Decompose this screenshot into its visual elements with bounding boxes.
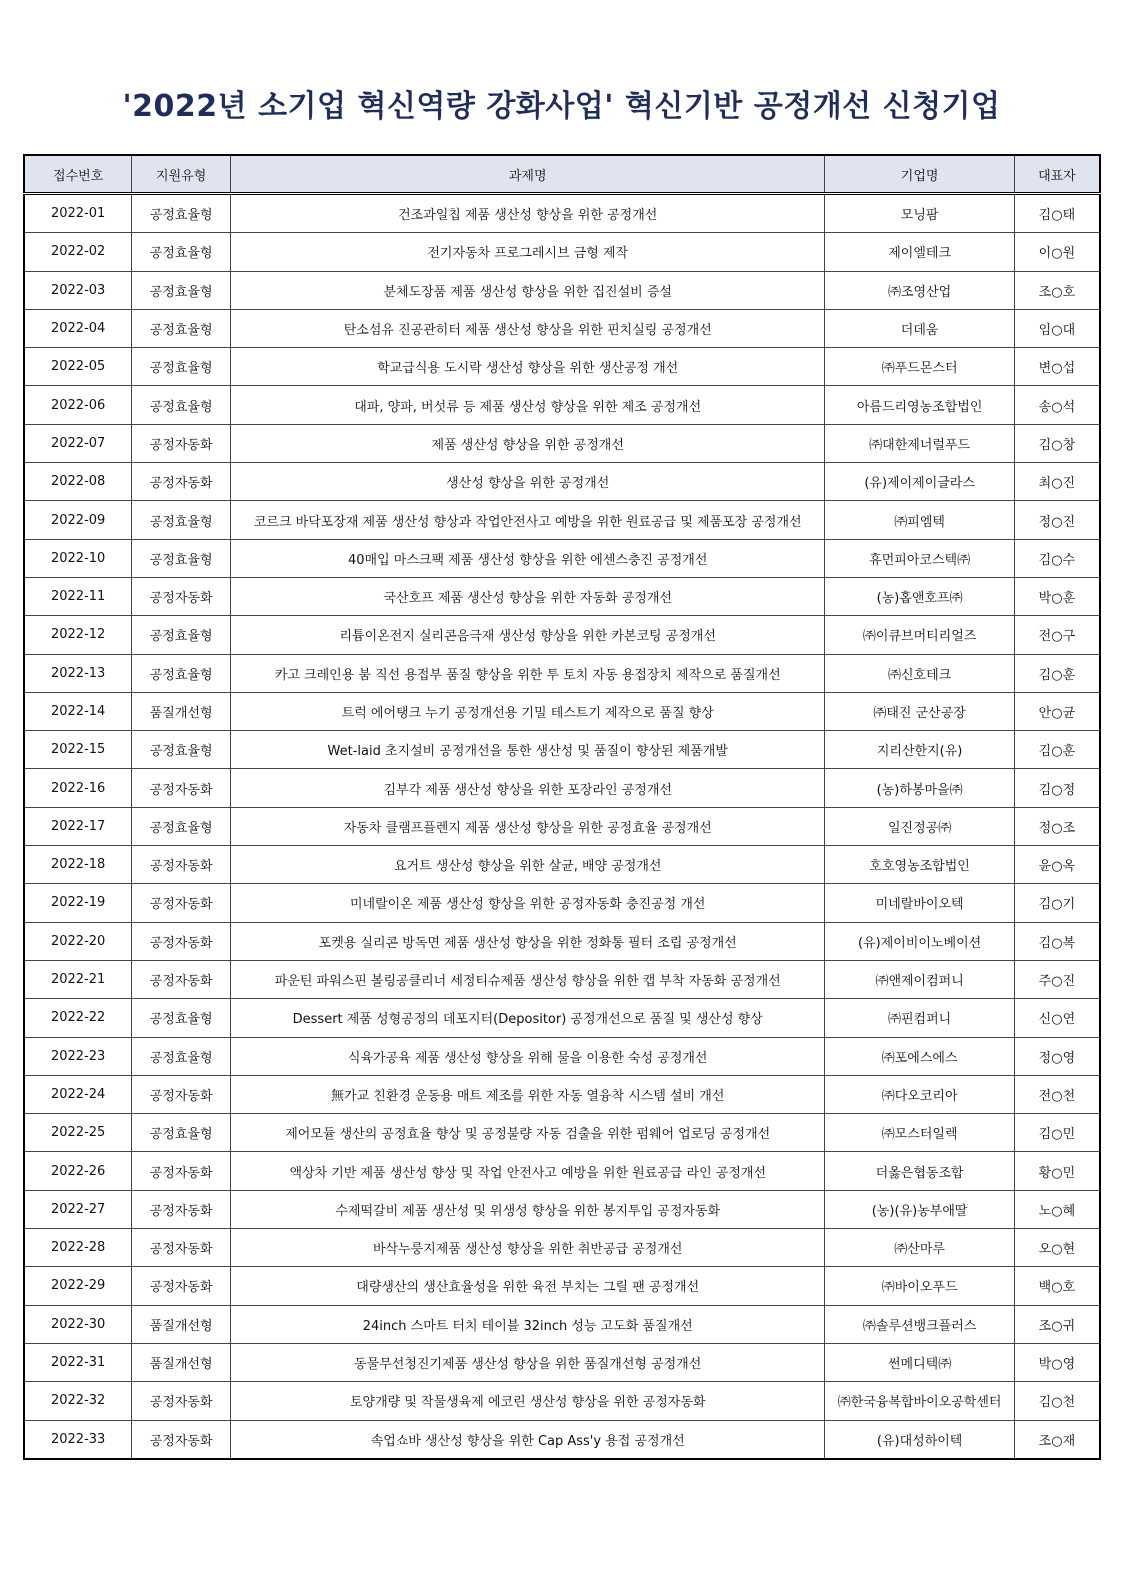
support-type-cell: 공정효율형 (132, 348, 231, 386)
representative-cell: 안○균 (1014, 692, 1100, 730)
task-name-cell: 토양개량 및 작물생육제 에코린 생산성 향상을 위한 공정자동화 (231, 1382, 825, 1420)
support-type-cell: 공정자동화 (132, 1190, 231, 1228)
task-name-cell: 제품 생산성 향상을 위한 공정개선 (231, 424, 825, 462)
support-type-cell: 공정자동화 (132, 846, 231, 884)
support-type-cell: 공정효율형 (132, 194, 231, 233)
representative-cell: 김○창 (1014, 424, 1100, 462)
representative-cell: 오○현 (1014, 1229, 1100, 1267)
company-cell: ㈜신호테크 (825, 654, 1014, 692)
company-cell: 모닝팜 (825, 194, 1014, 233)
table-row (24, 194, 1100, 233)
representative-cell: 조○호 (1014, 271, 1100, 309)
support-type-cell: 품질개선형 (132, 1305, 231, 1343)
company-cell: ㈜산마루 (825, 1229, 1014, 1267)
support-type-cell: 공정자동화 (132, 960, 231, 998)
support-type-cell: 공정자동화 (132, 577, 231, 615)
table-row (24, 1420, 1100, 1459)
task-name-cell: 건조과일칩 제품 생산성 향상을 위한 공정개선 (231, 194, 825, 233)
company-cell: ㈜다오코리아 (825, 1075, 1014, 1113)
representative-cell: 정○진 (1014, 501, 1100, 539)
table-row (24, 309, 1100, 347)
table-row (24, 1075, 1100, 1113)
task-name-cell: 국산호프 제품 생산성 향상을 위한 자동화 공정개선 (231, 577, 825, 615)
representative-cell: 조○재 (1014, 1420, 1100, 1459)
support-type-cell: 공정자동화 (132, 884, 231, 922)
company-cell: 썬메디텍㈜ (825, 1343, 1014, 1381)
table-row (24, 1190, 1100, 1228)
company-cell: 휴먼피아코스텍㈜ (825, 539, 1014, 577)
company-cell: 더데움 (825, 309, 1014, 347)
receipt-no-cell: 2022-24 (24, 1075, 132, 1113)
page-title: '2022년 소기업 혁신역량 강화사업' 혁신기반 공정개선 신청기업 (122, 89, 1001, 124)
task-name-cell: 코르크 바닥포장재 제품 생산성 향상과 작업안전사고 예방을 위한 원료공급 및 제품포장 공정개선 (231, 501, 825, 539)
receipt-no-cell: 2022-20 (24, 922, 132, 960)
representative-cell: 신○연 (1014, 999, 1100, 1037)
representative-cell: 임○대 (1014, 309, 1100, 347)
receipt-no-cell: 2022-14 (24, 692, 132, 730)
company-cell: ㈜조영산업 (825, 271, 1014, 309)
support-type-cell: 공정효율형 (132, 233, 231, 271)
table-row (24, 348, 1100, 386)
support-type-cell: 공정자동화 (132, 922, 231, 960)
company-cell: (농)(유)농부애딸 (825, 1190, 1014, 1228)
table-row (24, 233, 1100, 271)
table-row (24, 692, 1100, 730)
company-cell: 제이엘테크 (825, 233, 1014, 271)
receipt-no-cell: 2022-18 (24, 846, 132, 884)
representative-cell: 황○민 (1014, 1152, 1100, 1190)
support-type-cell: 공정효율형 (132, 654, 231, 692)
company-cell: (유)제이제이글라스 (825, 463, 1014, 501)
representative-cell: 김○훈 (1014, 654, 1100, 692)
receipt-no-cell: 2022-19 (24, 884, 132, 922)
task-name-cell: 액상차 기반 제품 생산성 향상 및 작업 안전사고 예방을 위한 원료공급 라인 공정개선 (231, 1152, 825, 1190)
company-cell: 호호영농조합법인 (825, 846, 1014, 884)
representative-cell: 김○기 (1014, 884, 1100, 922)
representative-cell: 박○영 (1014, 1343, 1100, 1381)
support-type-cell: 공정자동화 (132, 1229, 231, 1267)
applicant-table (23, 154, 1101, 1460)
representative-cell: 정○영 (1014, 1037, 1100, 1075)
representative-cell: 정○조 (1014, 807, 1100, 845)
support-type-cell: 공정효율형 (132, 309, 231, 347)
support-type-cell: 공정효율형 (132, 1114, 231, 1152)
support-type-cell: 공정효율형 (132, 1037, 231, 1075)
receipt-no-cell: 2022-33 (24, 1420, 132, 1459)
representative-cell: 변○섭 (1014, 348, 1100, 386)
support-type-cell: 공정효율형 (132, 616, 231, 654)
company-cell: 아름드리영농조합법인 (825, 386, 1014, 424)
table-row (24, 501, 1100, 539)
representative-cell: 박○훈 (1014, 577, 1100, 615)
representative-cell: 전○천 (1014, 1075, 1100, 1113)
header-row (24, 155, 1100, 194)
receipt-no-cell: 2022-25 (24, 1114, 132, 1152)
table-row (24, 846, 1100, 884)
support-type-cell: 공정효율형 (132, 386, 231, 424)
support-type-cell: 공정자동화 (132, 769, 231, 807)
task-name-cell: 동물무선청진기제품 생산성 향상을 위한 품질개선형 공정개선 (231, 1343, 825, 1381)
column-header-receipt-no: 접수번호 (24, 155, 132, 194)
table-row (24, 1343, 1100, 1381)
company-cell: 미네랄바이오텍 (825, 884, 1014, 922)
receipt-no-cell: 2022-15 (24, 731, 132, 769)
representative-cell: 김○훈 (1014, 731, 1100, 769)
task-name-cell: 카고 크레인용 붐 직선 용접부 품질 향상을 위한 투 토치 자동 용접장치 제작으로 품질개선 (231, 654, 825, 692)
support-type-cell: 공정효율형 (132, 807, 231, 845)
column-header-task-name: 과제명 (231, 155, 825, 194)
table-row (24, 577, 1100, 615)
task-name-cell: 분체도장품 제품 생산성 향상을 위한 집진설비 증설 (231, 271, 825, 309)
company-cell: (농)홉앤호프㈜ (825, 577, 1014, 615)
task-name-cell: 김부각 제품 생산성 향상을 위한 포장라인 공정개선 (231, 769, 825, 807)
company-cell: ㈜태진 군산공장 (825, 692, 1014, 730)
support-type-cell: 공정자동화 (132, 463, 231, 501)
representative-cell: 노○혜 (1014, 1190, 1100, 1228)
support-type-cell: 품질개선형 (132, 1343, 231, 1381)
task-name-cell: 트럭 에어탱크 누기 공정개선용 기밀 테스트기 제작으로 품질 향상 (231, 692, 825, 730)
receipt-no-cell: 2022-04 (24, 309, 132, 347)
receipt-no-cell: 2022-09 (24, 501, 132, 539)
task-name-cell: 요거트 생산성 향상을 위한 살균, 배양 공정개선 (231, 846, 825, 884)
table-row (24, 386, 1100, 424)
task-name-cell: 24inch 스마트 터치 테이블 32inch 성능 고도화 품질개선 (231, 1305, 825, 1343)
table-row (24, 807, 1100, 845)
receipt-no-cell: 2022-29 (24, 1267, 132, 1305)
column-header-representative: 대표자 (1014, 155, 1100, 194)
table-row (24, 769, 1100, 807)
column-header-company: 기업명 (825, 155, 1014, 194)
receipt-no-cell: 2022-03 (24, 271, 132, 309)
task-name-cell: 대량생산의 생산효율성을 위한 육전 부치는 그릴 팬 공정개선 (231, 1267, 825, 1305)
company-cell: (유)제이비이노베이션 (825, 922, 1014, 960)
table-row (24, 999, 1100, 1037)
company-cell: ㈜솔루션뱅크플러스 (825, 1305, 1014, 1343)
representative-cell: 송○석 (1014, 386, 1100, 424)
company-cell: ㈜피엠텍 (825, 501, 1014, 539)
receipt-no-cell: 2022-06 (24, 386, 132, 424)
receipt-no-cell: 2022-23 (24, 1037, 132, 1075)
receipt-no-cell: 2022-27 (24, 1190, 132, 1228)
support-type-cell: 공정자동화 (132, 1420, 231, 1459)
company-cell: (농)하봉마을㈜ (825, 769, 1014, 807)
receipt-no-cell: 2022-07 (24, 424, 132, 462)
receipt-no-cell: 2022-08 (24, 463, 132, 501)
company-cell: ㈜한국융복합바이오공학센터 (825, 1382, 1014, 1420)
receipt-no-cell: 2022-05 (24, 348, 132, 386)
table-row (24, 1037, 1100, 1075)
receipt-no-cell: 2022-22 (24, 999, 132, 1037)
receipt-no-cell: 2022-11 (24, 577, 132, 615)
receipt-no-cell: 2022-16 (24, 769, 132, 807)
support-type-cell: 공정자동화 (132, 1382, 231, 1420)
task-name-cell: 탄소섬유 진공관히터 제품 생산성 향상을 위한 핀치실링 공정개선 (231, 309, 825, 347)
table-row (24, 1114, 1100, 1152)
table-row (24, 1305, 1100, 1343)
support-type-cell: 공정효율형 (132, 999, 231, 1037)
representative-cell: 전○구 (1014, 616, 1100, 654)
support-type-cell: 공정자동화 (132, 1075, 231, 1113)
task-name-cell: 수제떡갈비 제품 생산성 및 위생성 향상을 위한 봉지투입 공정자동화 (231, 1190, 825, 1228)
task-name-cell: 리튬이온전지 실리콘음극재 생산성 향상을 위한 카본코팅 공정개선 (231, 616, 825, 654)
representative-cell: 백○호 (1014, 1267, 1100, 1305)
representative-cell: 주○진 (1014, 960, 1100, 998)
table-row (24, 1382, 1100, 1420)
receipt-no-cell: 2022-26 (24, 1152, 132, 1190)
table-row (24, 424, 1100, 462)
task-name-cell: 생산성 향상을 위한 공정개선 (231, 463, 825, 501)
company-cell: 일진정공㈜ (825, 807, 1014, 845)
representative-cell: 조○귀 (1014, 1305, 1100, 1343)
representative-cell: 윤○옥 (1014, 846, 1100, 884)
representative-cell: 김○정 (1014, 769, 1100, 807)
company-cell: ㈜대한제너럴푸드 (825, 424, 1014, 462)
company-cell: ㈜포에스에스 (825, 1037, 1014, 1075)
support-type-cell: 품질개선형 (132, 692, 231, 730)
support-type-cell: 공정효율형 (132, 501, 231, 539)
company-cell: ㈜앤제이컴퍼니 (825, 960, 1014, 998)
company-cell: ㈜이큐브머티리얼즈 (825, 616, 1014, 654)
company-cell: ㈜핀컴퍼니 (825, 999, 1014, 1037)
support-type-cell: 공정효율형 (132, 731, 231, 769)
receipt-no-cell: 2022-02 (24, 233, 132, 271)
representative-cell: 이○원 (1014, 233, 1100, 271)
table-header (24, 155, 1100, 194)
representative-cell: 김○태 (1014, 194, 1100, 233)
table-row (24, 616, 1100, 654)
table-row (24, 960, 1100, 998)
task-name-cell: 파운틴 파워스핀 볼링공클리너 세정티슈제품 생산성 향상을 위한 캡 부착 자동화 공정개선 (231, 960, 825, 998)
receipt-no-cell: 2022-31 (24, 1343, 132, 1381)
task-name-cell: 대파, 양파, 버섯류 등 제품 생산성 향상을 위한 제조 공정개선 (231, 386, 825, 424)
company-cell: ㈜푸드몬스터 (825, 348, 1014, 386)
receipt-no-cell: 2022-30 (24, 1305, 132, 1343)
support-type-cell: 공정자동화 (132, 1267, 231, 1305)
task-name-cell: 자동차 클램프플렌지 제품 생산성 향상을 위한 공정효율 공정개선 (231, 807, 825, 845)
representative-cell: 최○진 (1014, 463, 1100, 501)
table-row (24, 654, 1100, 692)
table-row (24, 1267, 1100, 1305)
task-name-cell: 40매입 마스크팩 제품 생산성 향상을 위한 에센스충진 공정개선 (231, 539, 825, 577)
representative-cell: 김○천 (1014, 1382, 1100, 1420)
table-row (24, 463, 1100, 501)
receipt-no-cell: 2022-13 (24, 654, 132, 692)
receipt-no-cell: 2022-17 (24, 807, 132, 845)
task-name-cell: 속업쇼바 생산성 향상을 위한 Cap Ass'y 용접 공정개선 (231, 1420, 825, 1459)
receipt-no-cell: 2022-32 (24, 1382, 132, 1420)
table-row (24, 1229, 1100, 1267)
task-name-cell: 미네랄이온 제품 생산성 향상을 위한 공정자동화 충진공정 개선 (231, 884, 825, 922)
receipt-no-cell: 2022-01 (24, 194, 132, 233)
table-row (24, 539, 1100, 577)
company-cell: (유)대성하이텍 (825, 1420, 1014, 1459)
task-name-cell: 無가교 친환경 운동용 매트 제조를 위한 자동 열융착 시스템 설비 개선 (231, 1075, 825, 1113)
receipt-no-cell: 2022-12 (24, 616, 132, 654)
task-name-cell: 바삭누룽지제품 생산성 향상을 위한 취반공급 공정개선 (231, 1229, 825, 1267)
task-name-cell: 식육가공육 제품 생산성 향상을 위해 물을 이용한 숙성 공정개선 (231, 1037, 825, 1075)
support-type-cell: 공정자동화 (132, 424, 231, 462)
table-body (24, 194, 1100, 1459)
company-cell: 더옳은협동조합 (825, 1152, 1014, 1190)
table-row (24, 271, 1100, 309)
representative-cell: 김○민 (1014, 1114, 1100, 1152)
company-cell: 지리산한지(유) (825, 731, 1014, 769)
task-name-cell: 제어모듈 생산의 공정효율 향상 및 공정불량 자동 검출을 위한 펌웨어 업로딩 공정개선 (231, 1114, 825, 1152)
task-name-cell: Wet-laid 초지설비 공정개선을 통한 생산성 및 품질이 향상된 제품개발 (231, 731, 825, 769)
support-type-cell: 공정효율형 (132, 539, 231, 577)
representative-cell: 김○복 (1014, 922, 1100, 960)
table-row (24, 731, 1100, 769)
task-name-cell: 전기자동차 프로그레시브 금형 제작 (231, 233, 825, 271)
support-type-cell: 공정자동화 (132, 1152, 231, 1190)
task-name-cell: Dessert 제품 성형공정의 데포지터(Depositor) 공정개선으로 품질 및 생산성 향상 (231, 999, 825, 1037)
receipt-no-cell: 2022-10 (24, 539, 132, 577)
table-row (24, 1152, 1100, 1190)
table-row (24, 922, 1100, 960)
table-row (24, 884, 1100, 922)
support-type-cell: 공정효율형 (132, 271, 231, 309)
company-cell: ㈜모스터일렉 (825, 1114, 1014, 1152)
task-name-cell: 학교급식용 도시락 생산성 향상을 위한 생산공정 개선 (231, 348, 825, 386)
column-header-support-type: 지원유형 (132, 155, 231, 194)
company-cell: ㈜바이오푸드 (825, 1267, 1014, 1305)
receipt-no-cell: 2022-28 (24, 1229, 132, 1267)
task-name-cell: 포켓용 실리콘 방독면 제품 생산성 향상을 위한 정화통 필터 조립 공정개선 (231, 922, 825, 960)
representative-cell: 김○수 (1014, 539, 1100, 577)
receipt-no-cell: 2022-21 (24, 960, 132, 998)
